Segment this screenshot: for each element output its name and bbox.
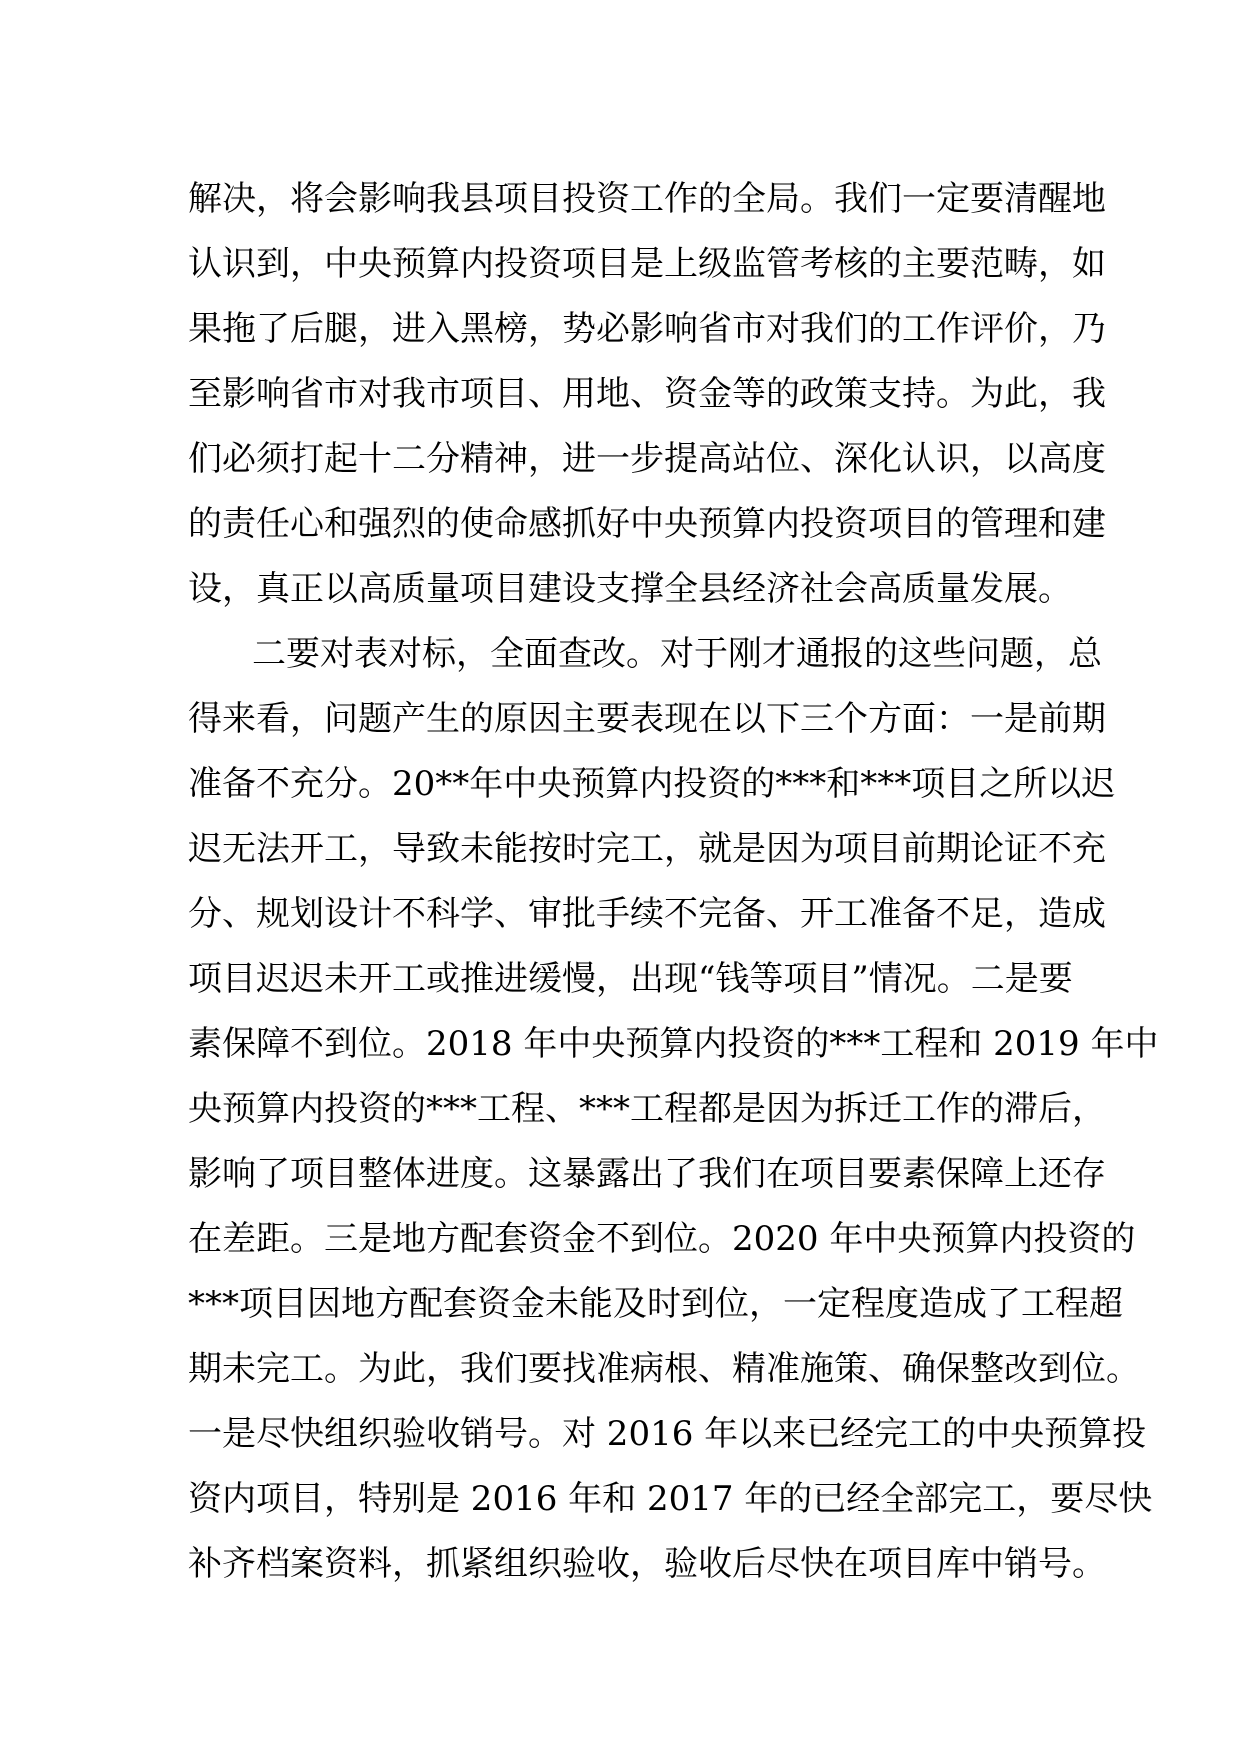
body-text	[188, 167, 1159, 1597]
text-line: 解决，将会影响我县项目投资工作的全局。我们一定要清醒地	[188, 179, 1106, 219]
text-line: 影响了项目整体进度。这暴露出了我们在项目要素保障上还存	[188, 1154, 1106, 1194]
text-line: 设，真正以高质量项目建设支撑全县经济社会高质量发展。	[188, 569, 1072, 609]
paragraph-start-line: 二要对表对标，全面查改。对于刚才通报的这些问题，总	[252, 634, 1102, 674]
text-line: 至影响省市对我市项目、用地、资金等的政策支持。为此，我	[188, 374, 1106, 414]
text-line: 项目迟迟未开工或推进缓慢，出现“钱等项目”情况。二是要	[188, 959, 1073, 999]
text-line: 在差距。三是地方配套资金不到位。2020 年中央预算内投资的	[188, 1219, 1136, 1259]
text-line: 一是尽快组织验收销号。对 2016 年以来已经完工的中央预算投	[188, 1414, 1147, 1454]
text-line: 得来看，问题产生的原因主要表现在以下三个方面：一是前期	[188, 699, 1106, 739]
text-line: 期未完工。为此，我们要找准病根、精准施策、确保整改到位。	[188, 1349, 1140, 1389]
text-line: 迟无法开工，导致未能按时完工，就是因为项目前期论证不充	[188, 829, 1106, 869]
text-line: ***项目因地方配套资金未能及时到位，一定程度造成了工程超	[188, 1284, 1123, 1324]
text-line: 分、规划设计不科学、审批手续不完备、开工准备不足，造成	[188, 894, 1106, 934]
text-line: 准备不充分。20**年中央预算内投资的***和***项目之所以迟	[188, 764, 1116, 804]
text-line: 认识到，中央预算内投资项目是上级监管考核的主要范畴，如	[188, 244, 1106, 284]
text-line: 补齐档案资料，抓紧组织验收，验收后尽快在项目库中销号。	[188, 1544, 1106, 1584]
text-line: 央预算内投资的***工程、***工程都是因为拆迁工作的滞后，	[188, 1089, 1106, 1129]
text-line: 果拖了后腿，进入黑榜，势必影响省市对我们的工作评价，乃	[188, 309, 1106, 349]
text-line: 们必须打起十二分精神，进一步提高站位、深化认识，以高度	[188, 439, 1106, 479]
text-line: 素保障不到位。2018 年中央预算内投资的***工程和 2019 年中	[188, 1024, 1159, 1064]
text-line: 资内项目，特别是 2016 年和 2017 年的已经全部完工，要尽快	[188, 1479, 1153, 1519]
text-line: 的责任心和强烈的使命感抓好中央预算内投资项目的管理和建	[188, 504, 1106, 544]
